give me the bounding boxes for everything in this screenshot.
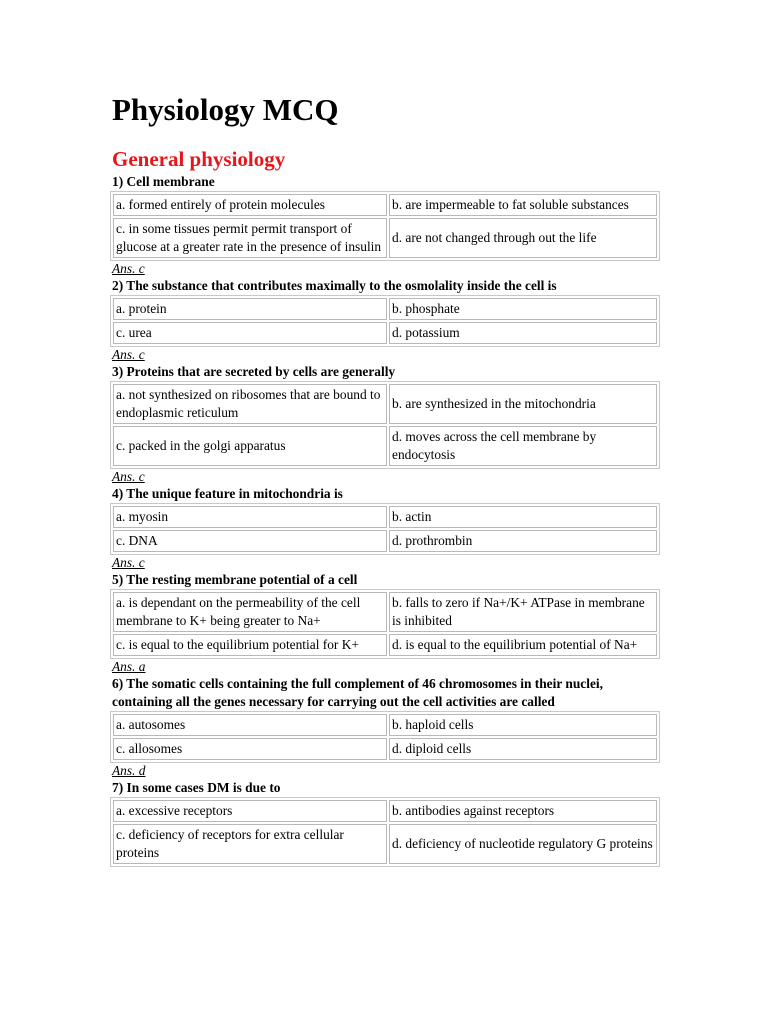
- question-text: 6) The somatic cells containing the full complement of 46 chromosomes in their nuclei, containing all the genes necessary for carrying out the cell activities are called: [112, 676, 603, 709]
- options-table: [110, 295, 660, 347]
- option-b: b. actin: [389, 506, 657, 528]
- option-d: d. is equal to the equilibrium potential of Na+: [389, 634, 657, 656]
- section-heading: General physiology: [112, 147, 286, 171]
- option-a: a. is dependant on the permeability of the cell membrane to K+ being greater to Na+: [113, 592, 387, 632]
- question-text: 5) The resting membrane potential of a cell: [112, 572, 358, 587]
- question-7: [110, 779, 660, 867]
- options-table: [110, 503, 660, 555]
- question-text: 7) In some cases DM is due to: [112, 780, 281, 795]
- option-c: c. DNA: [113, 530, 387, 552]
- answer-text: Ans. c: [112, 555, 145, 570]
- options-table: [110, 711, 660, 763]
- option-c: c. urea: [113, 322, 387, 344]
- question-5: [110, 571, 660, 675]
- option-d: d. are not changed through out the life: [389, 218, 657, 258]
- question-2: [110, 277, 660, 363]
- option-a: a. autosomes: [113, 714, 387, 736]
- option-d: d. moves across the cell membrane by endocytosis: [389, 426, 657, 466]
- option-b: b. are synthesized in the mitochondria: [389, 384, 657, 424]
- answer-text: Ans. c: [112, 347, 145, 362]
- page-title: Physiology MCQ: [112, 92, 339, 127]
- question-text: 1) Cell membrane: [112, 174, 215, 189]
- option-a: a. not synthesized on ribosomes that are bound to endoplasmic reticulum: [113, 384, 387, 424]
- question-4: [110, 485, 660, 571]
- option-c: c. is equal to the equilibrium potential for K+: [113, 634, 387, 656]
- option-d: d. potassium: [389, 322, 657, 344]
- options-table: [110, 797, 660, 867]
- option-b: b. are impermeable to fat soluble substances: [389, 194, 657, 216]
- question-6: [110, 675, 660, 779]
- answer-text: Ans. c: [112, 261, 145, 276]
- option-a: a. protein: [113, 298, 387, 320]
- question-3: [110, 363, 660, 485]
- option-c: c. allosomes: [113, 738, 387, 760]
- question-list: [110, 173, 660, 867]
- question-text: 2) The substance that contributes maximally to the osmolality inside the cell is: [112, 278, 557, 293]
- answer-text: Ans. a: [112, 659, 146, 674]
- answer-text: Ans. d: [112, 763, 146, 778]
- option-d: d. prothrombin: [389, 530, 657, 552]
- options-table: [110, 191, 660, 261]
- option-a: a. formed entirely of protein molecules: [113, 194, 387, 216]
- option-d: d. deficiency of nucleotide regulatory G proteins: [389, 824, 657, 864]
- question-1: [110, 173, 660, 277]
- option-a: a. excessive receptors: [113, 800, 387, 822]
- option-d: d. diploid cells: [389, 738, 657, 760]
- option-c: c. deficiency of receptors for extra cellular proteins: [113, 824, 387, 864]
- option-a: a. myosin: [113, 506, 387, 528]
- options-table: [110, 381, 660, 469]
- option-c: c. in some tissues permit permit transport of glucose at a greater rate in the presence of insulin: [113, 218, 387, 258]
- question-text: 4) The unique feature in mitochondria is: [112, 486, 343, 501]
- option-b: b. haploid cells: [389, 714, 657, 736]
- option-c: c. packed in the golgi apparatus: [113, 426, 387, 466]
- option-b: b. antibodies against receptors: [389, 800, 657, 822]
- question-text: 3) Proteins that are secreted by cells are generally: [112, 364, 396, 379]
- options-table: [110, 589, 660, 659]
- answer-text: Ans. c: [112, 469, 145, 484]
- option-b: b. phosphate: [389, 298, 657, 320]
- option-b: b. falls to zero if Na+/K+ ATPase in membrane is inhibited: [389, 592, 657, 632]
